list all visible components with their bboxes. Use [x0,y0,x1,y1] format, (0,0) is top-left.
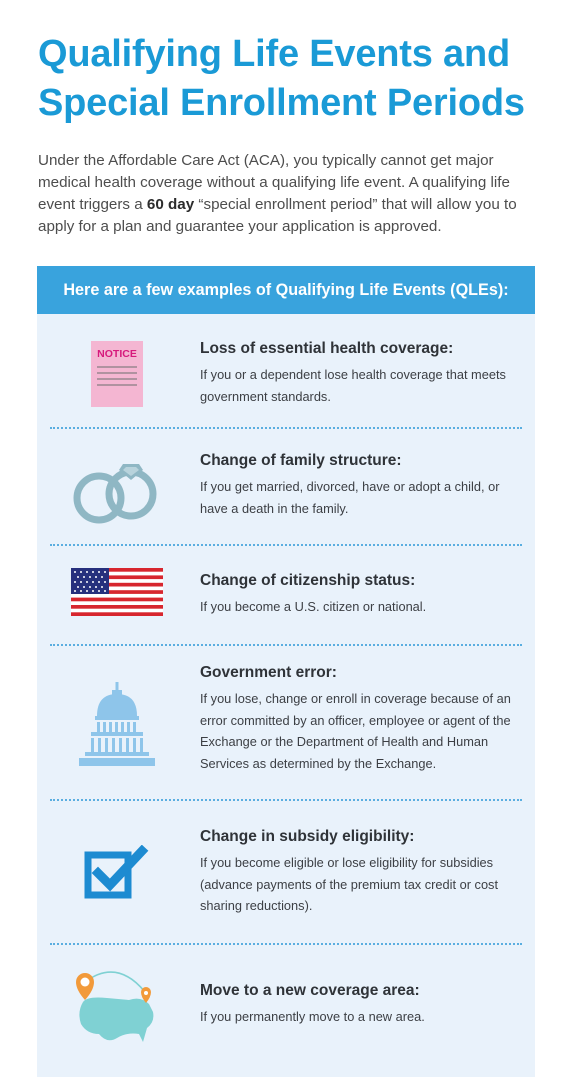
qle-heading: Government error: [200,664,337,681]
us-flag-icon [67,564,167,620]
page-title [38,30,558,128]
divider [50,799,522,801]
qle-description: If you lose, change or enroll in coverage because of an error committed by an officer, employee or agent of the Exchange or the Department of Health and Human Services as determined by the Exchange. [200,691,511,771]
title-line-1: Qualifying Life Events and [38,33,510,75]
qle-item-new-coverage-area [37,966,535,1066]
qle-text-4 [200,662,520,774]
qle-description: If you get married, divorced, have or adopt a child, or have a death in the family. [200,479,500,516]
intro-text-start: Under the Affordable Care Act (ACA), you typically cannot get major medical health coverage without a qualifying life event. A qualifying life event triggers a [38,152,510,213]
qle-heading: Move to a new coverage area: [200,982,420,999]
divider [50,427,522,429]
qle-description: If you become eligible or lose eligibility for subsidies (advance payments of the premium tax credit or cost sharing reductions). [200,855,499,913]
notice-label: NOTICE [97,348,137,360]
panel-header: Here are a few examples of Qualifying Life Events (QLEs): [37,266,535,314]
capitol-building-icon [67,680,167,770]
divider [50,544,522,546]
qle-text-2 [200,450,520,519]
qle-description: If you or a dependent lose health coverage that meets government standards. [200,367,506,404]
qle-description: If you permanently move to a new area. [200,1009,425,1024]
qle-text-5 [200,826,520,917]
qle-heading: Change of citizenship status: [200,572,416,589]
intro-text-end: “special enrollment period” that will allow you to apply for a plan and guarantee your application is approved. [38,196,517,235]
qle-item-citizenship [37,564,535,634]
notice-document-icon [67,334,167,412]
qle-text-3 [200,570,520,618]
us-map-move-icon [67,966,167,1058]
qle-description: If you become a U.S. citizen or national. [200,599,427,614]
qle-item-loss-of-coverage [37,334,535,424]
qle-heading: Change of family structure: [200,452,402,469]
intro-paragraph [38,150,543,238]
divider [50,644,522,646]
qle-item-subsidy-eligibility [37,822,535,932]
qle-heading: Loss of essential health coverage: [200,340,454,357]
checkbox-icon [67,844,167,900]
title-line-2: Special Enrollment Periods [38,82,525,124]
qle-panel [37,266,535,1077]
divider [50,943,522,945]
qle-text-1 [200,338,520,407]
wedding-rings-icon [67,448,167,532]
qle-text-6 [200,980,520,1028]
qle-item-family-structure [37,448,535,548]
intro-highlight: 60 day [146,196,195,213]
qle-item-government-error [37,662,535,792]
qle-heading: Change in subsidy eligibility: [200,828,415,845]
